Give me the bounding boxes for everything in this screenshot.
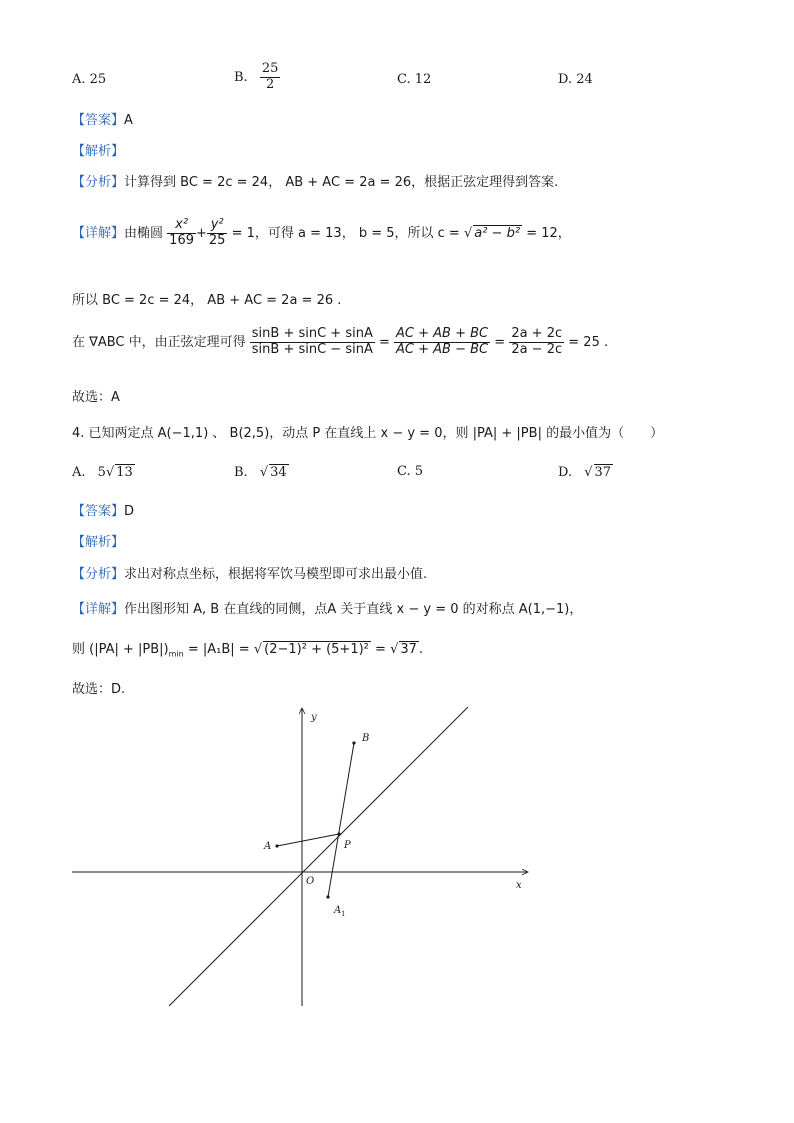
side-denominator: AC + AB − BC (396, 341, 489, 357)
q3-option-d: D. 24 (558, 72, 593, 87)
line3-prefix: 在 ∇ABC 中，由正弦定理可得 (72, 334, 246, 350)
ellipse-x-numerator: x² (167, 218, 196, 234)
ellipse-x-denominator: 169 (169, 232, 194, 248)
q3-option-b-label: B. (234, 69, 248, 85)
sqrt-sign: √ (253, 642, 263, 657)
q4-option-d-label: D. (558, 465, 573, 480)
xiangjie-text: 作出图形知 A, B 在直线的同侧，点A 关于直线 x − y = 0 的对称点 A(1,−1)， (124, 602, 583, 617)
equals-1: = (378, 334, 390, 350)
sqrt-content: a² − b² (474, 225, 521, 241)
fenxi-text: 计算得到 BC = 2c = 24， AB + AC = 2a = 26，根据正弦定理得到答案. (124, 175, 559, 190)
point-p (337, 832, 340, 835)
ellipse-plus: + (196, 225, 207, 241)
line-y-equals-x (169, 707, 468, 1006)
fenxi-tag: 【分析】 (72, 567, 125, 582)
line2-middle: = |A₁B| = (187, 642, 250, 657)
q4-option-a-coef: 5 (97, 465, 106, 480)
point-a1 (326, 895, 329, 898)
point-b (352, 741, 355, 744)
label-p: P (344, 840, 351, 851)
label-a1-subscript: 1 (341, 910, 346, 918)
fenxi-tag: 【分析】 (72, 175, 125, 190)
analysis-tag: 【解析】 (72, 144, 125, 159)
xiangjie-text-3: = 12， (526, 225, 571, 241)
xiangjie-tag: 【详解】 (72, 225, 125, 241)
q4-stem: 4. 已知两定点 A(−1,1) 、 B(2,5)，动点 P 在直线上 x − y = 0，则 |PA| + |PB| 的最小值为（ ） (72, 426, 664, 441)
sqrt-sign: √ (390, 642, 399, 657)
sqrt-sign: √ (463, 225, 473, 241)
label-a1: A (334, 905, 342, 916)
q3-option-b-denominator: 2 (265, 76, 275, 92)
label-y: y (311, 712, 317, 723)
q3-option-a: A. 25 (72, 72, 107, 87)
q4-option-c: C. 5 (397, 464, 424, 479)
side-numerator: AC + AB + BC (396, 326, 489, 341)
answer-value: D (124, 504, 135, 519)
line2-end: . (418, 642, 424, 657)
xiangjie-text-2: = 1，可得 a = 13， b = 5，所以 c = (231, 225, 460, 241)
q3-option-c: C. 12 (397, 72, 432, 87)
q3-option-b-numerator: 25 (261, 61, 279, 76)
sine-denominator: sinB + sinC − sinA (251, 341, 373, 357)
q4-choice: 故选：D. (72, 682, 126, 697)
q4-option-a-label: A. (72, 465, 86, 480)
q3-line-2: 所以 BC = 2c = 24， AB + AC = 2a = 26 . (72, 293, 342, 308)
ellipse-y-denominator: 25 (208, 232, 226, 248)
distance-radicand: (2−1)² + (5+1)² (264, 642, 369, 657)
line2-prefix: 则 (|PA| + |PB|) (72, 642, 169, 657)
q4-option-b-radicand: 34 (270, 465, 287, 480)
xiangjie-text-1: 由椭圆 (124, 225, 164, 241)
ac-denominator: 2a − 2c (511, 341, 563, 357)
answer-tag: 【答案】 (72, 113, 125, 128)
q4-option-b-label: B. (234, 465, 248, 480)
segment-pa (277, 834, 339, 846)
analysis-tag: 【解析】 (72, 535, 125, 550)
result-radicand: 37 (400, 642, 417, 657)
answer-value: A (124, 113, 133, 128)
ellipse-y-numerator: y² (207, 218, 228, 234)
sqrt-sign: √ (259, 465, 269, 480)
min-subscript: min (168, 649, 184, 659)
sine-numerator: sinB + sinC + sinA (251, 326, 373, 341)
sqrt-sign: √ (584, 465, 593, 480)
answer-tag: 【答案】 (72, 504, 125, 519)
sqrt-sign: √ (105, 465, 115, 480)
label-o: O (306, 876, 315, 887)
label-a: A (264, 841, 272, 852)
point-a (275, 844, 278, 847)
q3-choice: 故选：A (72, 390, 120, 405)
fenxi-text: 求出对称点坐标，根据将军饮马模型即可求出最小值. (124, 567, 428, 582)
line3-end: = 25 . (568, 334, 609, 350)
xiangjie-tag: 【详解】 (72, 602, 125, 617)
q4-option-d-radicand: 37 (594, 465, 612, 480)
label-b: B (362, 733, 370, 744)
ac-numerator: 2a + 2c (511, 326, 563, 341)
q4-option-a-radicand: 13 (116, 465, 133, 480)
label-x: x (516, 880, 522, 891)
line2-equals: = (375, 642, 386, 657)
equals-2: = (494, 334, 506, 350)
segment-a1b (328, 743, 354, 897)
